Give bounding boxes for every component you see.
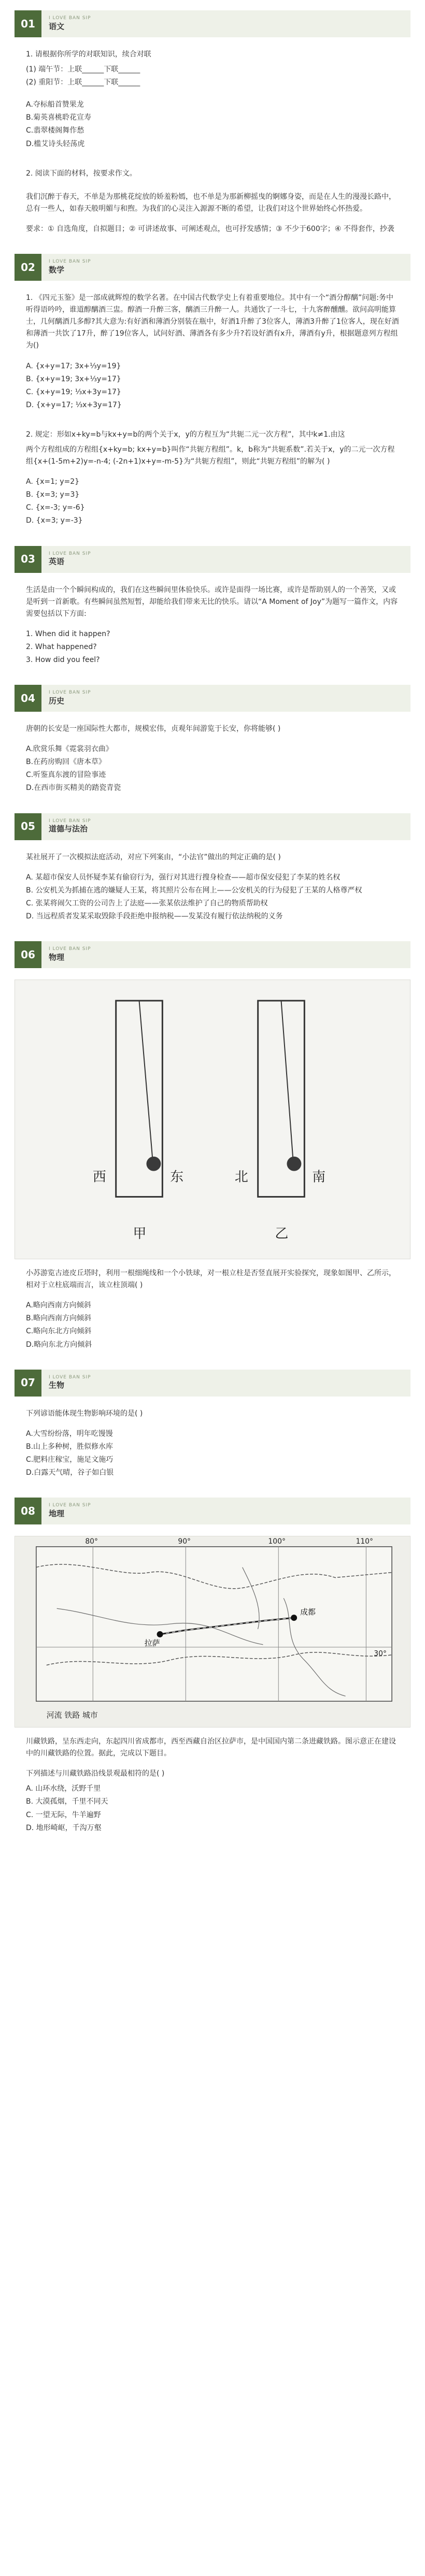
option: C.略向东北方向倾斜: [26, 1327, 92, 1336]
option: D. {x+y=17; ⅓x+3y=17}: [26, 400, 122, 409]
option: B.山上多种树，胜似修水库: [26, 1442, 114, 1451]
section-chinese: [15, 10, 410, 235]
map-label-lon110: 110°: [356, 1537, 373, 1546]
section-tag: I LOVE BAN SIP: [49, 1503, 91, 1508]
option: C. {x+y=19; ⅓x+3y=17}: [26, 387, 121, 396]
option: A. {x+y=17; 3x+⅓y=19}: [26, 362, 121, 370]
section-title: 数学: [49, 265, 65, 275]
section-biology: [15, 1370, 410, 1479]
section-english: [15, 546, 410, 667]
option: D.槛艾诗头轻荡虎: [26, 139, 85, 148]
question-text: 川藏铁路，呈东西走向，东起四川省成都市，西至西藏自治区拉萨市，是中国国内第二条进藏铁路。图示意正在建设中的川藏铁路的位置。据此，完成以下题目。: [26, 1737, 396, 1758]
section-number: 01: [15, 10, 41, 37]
option: C.听鉴真东渡的冒险事迹: [26, 771, 106, 780]
section-title: 英语: [49, 557, 65, 567]
section-header: [15, 254, 410, 281]
fig-label-south: 南: [312, 1169, 326, 1185]
option: A.略向西南方向倾斜: [26, 1301, 91, 1310]
option: C. 一望无际，牛羊遍野: [26, 1810, 101, 1819]
question-text: 2. 规定：形如x+ky=b与kx+y=b的两个关于x，y的方程互为“共轭二元一次方程”，其中k≠1.由这: [26, 430, 345, 439]
option: B. 大漠孤烟，千里不同天: [26, 1797, 108, 1806]
section-header: [15, 685, 410, 712]
section-number: 02: [15, 254, 41, 281]
option: B. 公安机关为抓捕在逃的嫌疑人王某，将其照片公布在网上——公安机关的行为侵犯了王某的人格尊严权: [26, 886, 362, 895]
question-text: 小苏游览古迹皮丘塔时，利用一根细绳线和一个小铁球，对一根立柱是否竖直展开实验探究，现象如图甲、乙所示，相对于立柱底端而言，该立柱顶端( ): [26, 1269, 396, 1290]
section-title: 物理: [49, 952, 65, 962]
section-number: 05: [15, 813, 41, 840]
option: C. 张某将闹欠工资的公司告上了法庭——张某依法维护了自己的物质帮助权: [26, 899, 268, 908]
question-text: 1. 请根据你所学的对联知识，续合对联: [26, 50, 151, 59]
section-number: 04: [15, 685, 41, 712]
prompt-question: 3. How did you feel?: [26, 656, 100, 664]
section-title: 生物: [49, 1380, 65, 1390]
option: D. 地形崎岖，千沟万壑: [26, 1823, 102, 1832]
prompt-question: 1. When did it happen?: [26, 629, 110, 638]
option: A.大雪纷纷落，明年吃馒馒: [26, 1429, 113, 1438]
section-tag: I LOVE BAN SIP: [49, 818, 91, 824]
question-text: 2. 阅读下面的材料，按要求作文。: [26, 169, 137, 178]
question-text: 下列谚语能体现生物影响环境的是( ): [26, 1409, 143, 1418]
option: A. 某超市保安人员怀疑李某有偷窃行为，强行对其进行搜身检查——超市保安侵犯了李某的姓名权: [26, 873, 341, 882]
option: C. {x=-3; y=-6}: [26, 503, 85, 512]
section-header: [15, 10, 410, 37]
railway-map: [15, 1536, 410, 1728]
option: D.略向东北方向倾斜: [26, 1340, 92, 1349]
section-header: [15, 546, 410, 573]
option: A.欣赏乐舞《霓裳羽衣曲》: [26, 745, 113, 754]
section-tag: I LOVE BAN SIP: [49, 1374, 91, 1380]
section-math: [15, 254, 410, 527]
map-label-lon90: 90°: [178, 1537, 191, 1546]
section-header: [15, 941, 410, 968]
option: A. 山环水绕，沃野千里: [26, 1785, 101, 1793]
fig-label-yi: 乙: [275, 1226, 289, 1242]
option: B.在药房购回《唐本草》: [26, 758, 106, 767]
section-title: 语文: [49, 21, 65, 31]
option: D. 当远程质者发某采取毁除手段拒绝申报纳税——发某没有履行依法纳税的义务: [26, 912, 283, 920]
section-ethics: [15, 813, 410, 923]
option: C.肥料庄稼宝，施足文施巧: [26, 1455, 114, 1464]
option: A. {x=1; y=2}: [26, 478, 80, 486]
option: A.夺标船首赞果龙: [26, 100, 84, 109]
section-header: [15, 813, 410, 840]
map-label-lon80: 80°: [85, 1537, 98, 1546]
map-city-chengdu: 成都: [300, 1607, 316, 1617]
fig-label-jia: 甲: [133, 1226, 147, 1242]
requirements-text: 要求：① 自选角度，自拟题目；② 可讲述故事、可阐述观点，也可抒发感情；③ 不少于600字；④ 不得套作，抄袭: [26, 224, 394, 233]
section-title: 历史: [49, 696, 65, 706]
section-number: 03: [15, 546, 41, 573]
section-tag: I LOVE BAN SIP: [49, 259, 91, 265]
section-physics: [15, 941, 410, 1351]
map-legend: 河流 铁路 城市: [46, 1710, 98, 1720]
option: B.菊英喜桃聆花宣寿: [26, 113, 92, 122]
question-text: 1. 《四元玉鉴》是一部成就辉煌的数学名著。在中国古代数学史上有着重要地位。其中有一个“酒分醇醨”问题:务中听得语吟吟，谁道醇醨酒三盅。醇酒一升醉三客，醨酒三升醉一人。共通饮了一斗七，十九客醉醺醺。欲问高明能算士，几何醨酒几多醇?其大意为:有好酒和薄酒分别装在瓶中，好酒1升醉了3位客人，薄酒3升醉了1位客人，现在好酒和薄酒一共饮了17升，醉了19位客人，试问好酒、薄酒各有多少升?若设好酒有x升，薄酒有y升，根据题意列方程组为(): [26, 294, 399, 350]
section-header: [15, 1370, 410, 1397]
map-label-lat30: 30°: [374, 1649, 387, 1658]
question-text: 某社展开了一次模拟法庭活动，对应下列案由，“小法官”做出的判定正确的是( ): [26, 853, 281, 861]
section-tag: I LOVE BAN SIP: [49, 16, 91, 21]
pendulum-figure: [15, 980, 410, 1259]
section-number: 08: [15, 1498, 41, 1524]
section-title: 地理: [49, 1508, 65, 1518]
question-text: 下列描述与川藏铁路沿线景观最相符的是( ): [26, 1769, 165, 1778]
map-city-lhasa: 拉萨: [144, 1638, 160, 1648]
option: D. {x=3; y=-3}: [26, 516, 83, 525]
section-tag: I LOVE BAN SIP: [49, 946, 91, 952]
question-text: 两个方程组成的方程组{x+ky=b; kx+y=b}叫作“共轭方程组”。k，b称为“共轭系数”.若关于x，y的二元一次方程组{x+(1-5m+2)y=-n-4; (-2n+1)x+y=-m-5}为“共轭方程组”，则此“共轭方程组”的解为( ): [26, 445, 395, 466]
section-number: 07: [15, 1370, 41, 1397]
fig-label-east: 东: [170, 1169, 184, 1185]
section-number: 06: [15, 941, 41, 968]
section-geography: [15, 1498, 410, 1834]
prompt-question: 2. What happened?: [26, 642, 97, 651]
question-line: (2) 重阳节：上联______下联______: [26, 78, 140, 87]
option: C.翡翠楼阁舞作愁: [26, 126, 84, 135]
section-tag: I LOVE BAN SIP: [49, 551, 91, 556]
section-tag: I LOVE BAN SIP: [49, 690, 91, 696]
map-label-lon100: 100°: [268, 1537, 286, 1546]
question-text: 生活是由一个个瞬间构成的，我们在这些瞬间里体验快乐。或许是面得一场比赛，或许是帮助别人的一个善笑，又或是听到一首新歌。有些瞬间虽然短暂，却能给我们带来无比的快乐。请以“A Moment of Joy”为题写一篇作文，内容需要包括以下方面:: [26, 585, 398, 618]
question-text: 唐朝的长安是一座国际性大都市，规模宏伟，贞观年间游览于长安，你将能够( ): [26, 725, 281, 733]
section-title: 道德与法治: [49, 824, 88, 834]
option: B. {x+y=19; 3x+⅓y=17}: [26, 375, 121, 383]
material-text: 我们沉醉于春天，不单是为那桃花绽放的娇羞粉嫣，也不单是为那新柳摇曳的婀娜身姿，而是在人生的漫漫长路中，总有一些人，如春天般明媚与和煦。为我们的心灵注入源源不断的希望，让我们对这个世界始终心怀热爱。: [26, 192, 396, 213]
fig-label-north: 北: [234, 1169, 248, 1185]
question-line: (1) 端午节：上联______下联______: [26, 65, 140, 74]
section-header: [15, 1498, 410, 1524]
section-history: [15, 685, 410, 794]
option: B.略向西南方向倾斜: [26, 1314, 92, 1323]
option: D.白露天气晴，谷子如白银: [26, 1468, 114, 1477]
option: D.在西市街买精美的踏瓷青瓷: [26, 784, 121, 793]
fig-label-west: 西: [92, 1169, 106, 1185]
option: B. {x=3; y=3}: [26, 491, 80, 499]
